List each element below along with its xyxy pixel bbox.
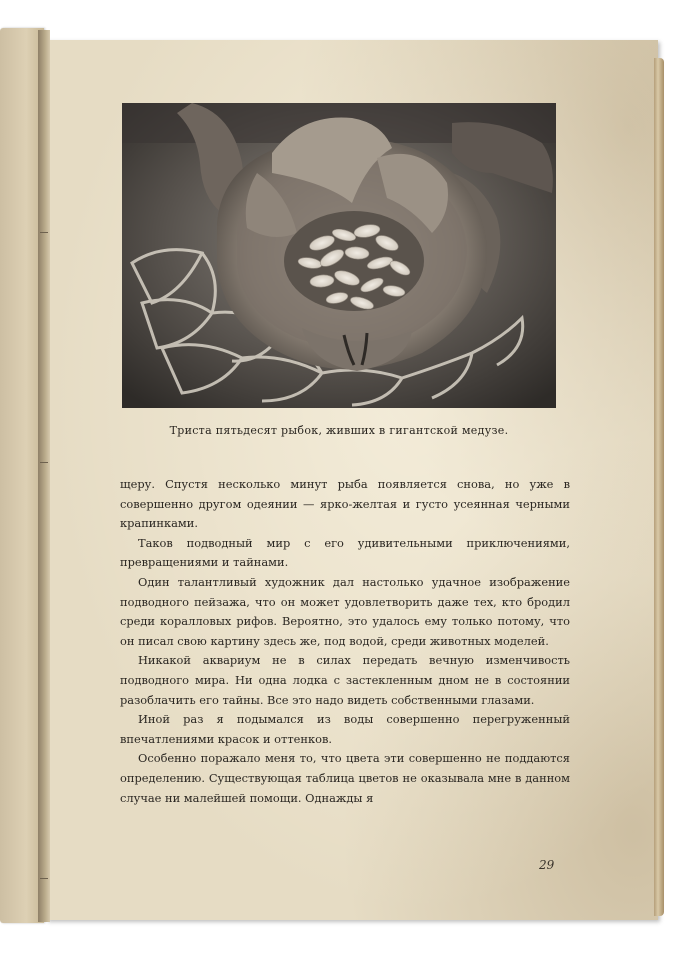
jellyfish-photo <box>122 103 556 408</box>
body-text <box>120 475 570 808</box>
page-stack-edge <box>654 58 664 916</box>
gutter-mark <box>40 878 48 879</box>
jellyfish-photo-illustration <box>122 103 556 408</box>
paragraph: Таков подводный мир с его удивительными приключениями, превращениями и тайнами. <box>120 535 570 570</box>
figure-caption: Триста пятьдесят рыбок, живших в гигантской медузе. <box>169 424 509 437</box>
gutter-mark <box>40 232 48 233</box>
gutter-mark <box>40 462 48 463</box>
paragraph: Никакой аквариум не в силах передать вечную изменчивость подводного мира. Ни одна лодка с застекленным дном не в состоянии разоблачить его тайны. Все это надо видеть собственными глазами. <box>120 653 570 707</box>
paragraph: щеру. Спустя несколько минут рыба появляется снова, но уже в совершенно другом одеянии — ярко-желтая и густо усеянная черными крапинками. <box>120 477 570 531</box>
page-number: 29 <box>539 858 555 872</box>
book-gutter <box>38 30 50 922</box>
paragraph: Иной раз я подымался из воды совершенно перегруженный впечатлениями красок и оттенков. <box>120 712 570 746</box>
paragraph: Один талантливый художник дал настолько удачное изображение подводного пейзажа, что он может удовлетворить даже тех, кто бродил среди коралловых рифов. Вероятно, это удалось ему только потому, что он писал свою картину здесь же, под водой, среди животных моделей. <box>120 574 570 648</box>
paragraph: Особенно поражало меня то, что цвета эти совершенно не поддаются определению. Существующая таблица цветов не оказывала мне в данном случае ни малейшей помощи. Однажды я <box>120 751 570 805</box>
